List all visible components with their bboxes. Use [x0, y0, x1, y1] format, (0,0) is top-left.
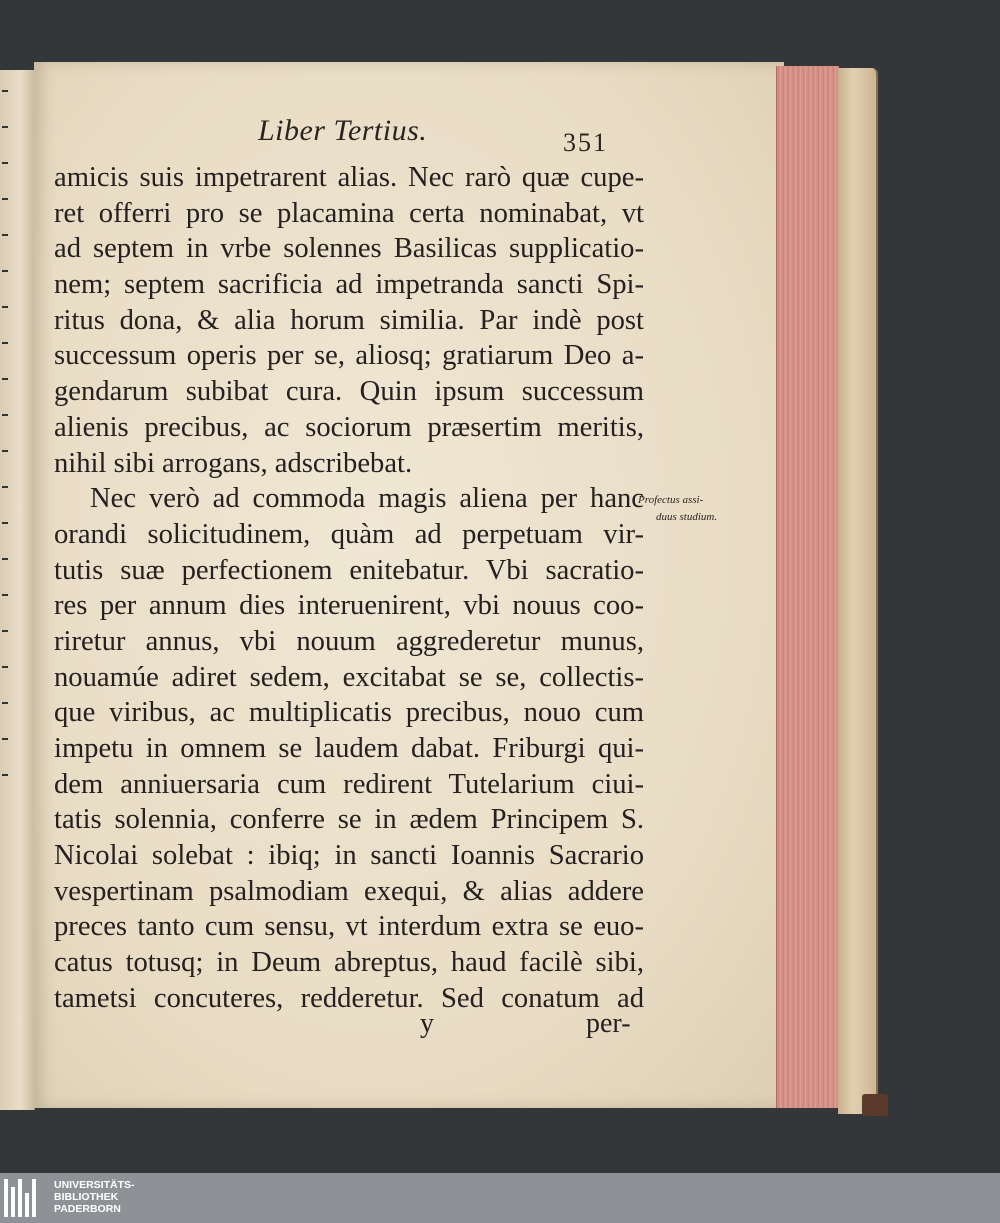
text-line: preces tanto cum sensu, vt interdum extra se euo- — [54, 911, 644, 943]
text-line: catus totusq; in Deum abreptus, haud facilè sibi, — [54, 947, 644, 979]
text-line: impetu in omnem se laudem dabat. Friburgi qui- — [54, 733, 644, 764]
text-line: res per annum dies interuenirent, vbi nouus coo- — [54, 590, 644, 622]
text-line: alienis precibus, ac sociorum præsertim meritis, — [54, 411, 644, 443]
text-line: nihil sibi arrogans, adscribebat. — [54, 447, 413, 479]
logo-line: BIBLIOTHEK — [54, 1191, 119, 1203]
catchword: per- — [586, 1008, 631, 1039]
text-line: tutis suæ perfectionem enitebatur. Vbi sacratio- — [54, 554, 644, 586]
signature-mark: y — [420, 1008, 434, 1039]
text-line: successum operis per se, aliosq; gratiarum Deo a- — [54, 340, 644, 372]
logo-line: UNIVERSITÄTS- — [54, 1179, 135, 1191]
text-line: nouamúe adiret sedem, excitabat se se, collectis- — [54, 661, 644, 693]
text-line: riretur annus, vbi nouum aggrederetur munus, — [54, 625, 644, 657]
book-fore-edge — [838, 68, 878, 1114]
text-line: tametsi concuteres, redderetur. Sed conatum ad — [54, 982, 644, 1014]
footer-bar — [0, 1173, 1000, 1223]
running-head: Liber Tertius. — [258, 114, 428, 147]
text-line: ret offerri pro se placamina certa nominabat, vt — [54, 197, 644, 229]
logo-line: PADERBORN — [54, 1203, 121, 1215]
text-line: tatis solennia, conferre se in ædem Principem S. — [54, 804, 644, 836]
text-line: Nicolai solebat : ibiq; in sancti Ioannis Sacrario — [54, 840, 644, 872]
page-number: 351 — [563, 128, 608, 157]
text-line: vespertinam psalmodiam exequi, & alias addere — [54, 875, 644, 907]
text-line: amicis suis impetrarent alias. Nec rarò quæ cupe- — [54, 162, 644, 193]
text-line: gendarum subibat cura. Quin ipsum successum — [54, 376, 644, 408]
body-text — [54, 160, 644, 1017]
text-line: ad septem in vrbe solennes Basilicas supplicatio- — [54, 233, 644, 265]
text-line: dem anniuersaria cum redirent Tutelarium ciui- — [54, 768, 644, 800]
library-logo-icon — [4, 1179, 46, 1217]
margin-note-line: duus studium. — [656, 511, 718, 523]
margin-note — [638, 492, 748, 526]
text-line: ritus dona, & alia horum similia. Par indè post — [54, 304, 644, 336]
red-page-edges — [776, 66, 839, 1108]
text-line: Nec verò ad commoda magis aliena per hanc — [90, 483, 644, 515]
text-line: que viribus, ac multiplicatis precibus, nouo cum — [54, 697, 644, 729]
margin-note-line: Profectus assi- — [638, 494, 704, 506]
text-line: orandi solicitudinem, quàm ad perpetuam vir- — [54, 518, 644, 550]
left-page-bleed-marks — [0, 90, 12, 990]
cover-corner — [862, 1094, 888, 1116]
library-logo-text — [54, 1179, 135, 1215]
text-line: nem; septem sacrificia ad impetranda sancti Spi- — [54, 269, 644, 301]
